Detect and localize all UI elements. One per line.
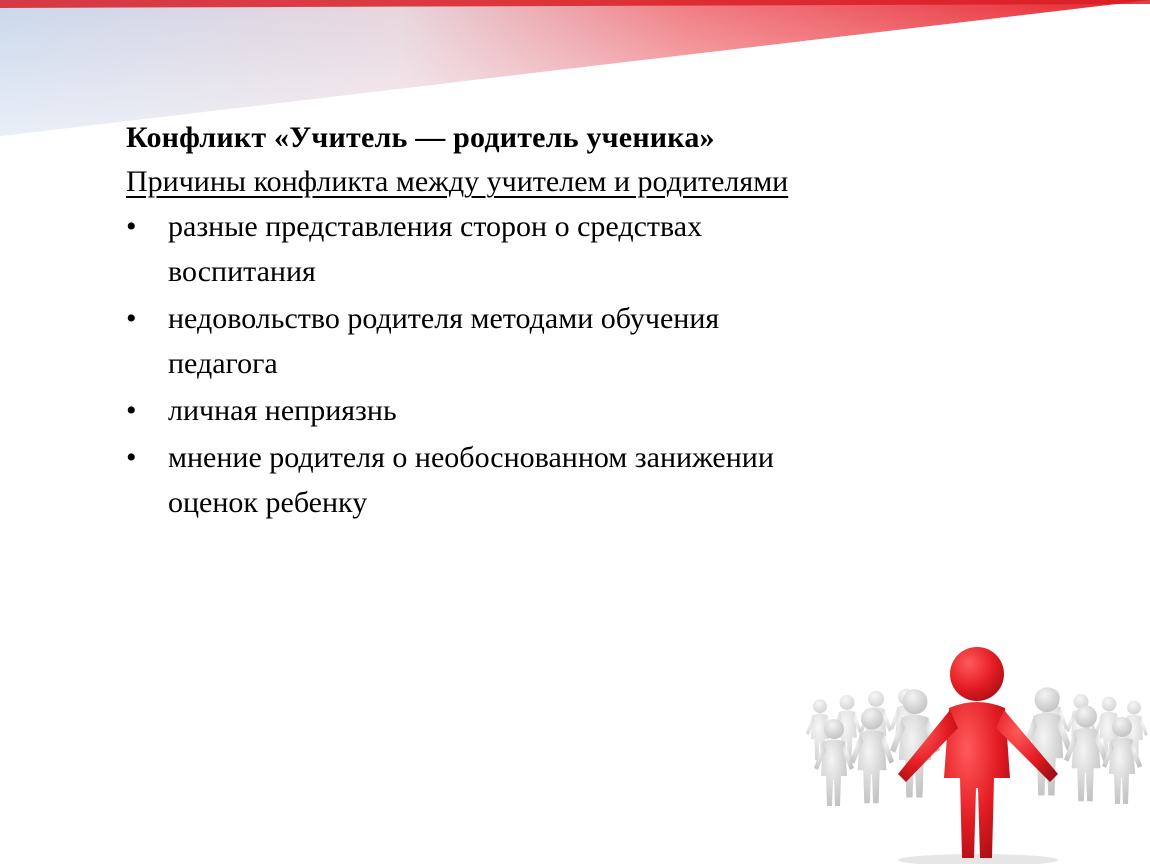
- list-item-text-continued: педагога: [168, 347, 278, 380]
- list-item: [126, 435, 1006, 525]
- list-item: [126, 296, 1006, 386]
- list-item-text-continued: оценок ребенку: [168, 486, 368, 519]
- bullet-marker: •: [126, 302, 137, 335]
- bullet-marker: •: [126, 441, 137, 474]
- list-item-text: недовольство родителя методами обучения: [168, 302, 720, 335]
- slide-content: [126, 116, 1006, 527]
- reasons-list: [126, 204, 1006, 525]
- bullet-marker: •: [126, 210, 137, 243]
- floor-shadow: [898, 854, 1058, 864]
- bullet-marker: •: [126, 394, 137, 427]
- slide-subtitle: Причины конфликта между учителем и родителями: [126, 165, 789, 198]
- list-item-text: личная неприязнь: [168, 394, 397, 427]
- list-item-text: разные представления сторон о средствах: [168, 210, 703, 243]
- list-item-text-continued: воспитания: [168, 255, 316, 288]
- list-item: [126, 388, 1006, 433]
- list-item-text: мнение родителя о необоснованном занижении: [168, 441, 774, 474]
- red-leader-figure: [898, 647, 1058, 858]
- slide-title: Конфликт «Учитель — родитель ученика»: [126, 121, 715, 154]
- list-item: [126, 204, 1006, 294]
- leader-among-crowd-illustration: [806, 628, 1150, 864]
